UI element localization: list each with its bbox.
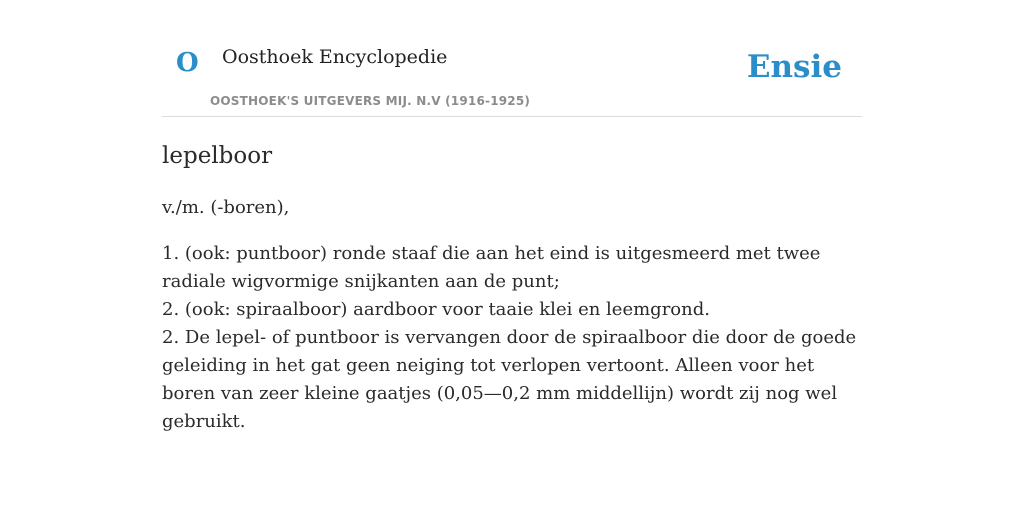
definition-item: 2. De lepel- of puntboor is vervangen door de spiraalboor die door de goede geleiding in het gat geen neiging tot verlopen vertoont. Alleen voor het boren van zeer kleine gaatjes (0,05—0,2 mm middellijn) wordt zij nog wel gebruikt.: [162, 327, 857, 432]
entry-definitions: [162, 240, 862, 436]
publisher-label: OOSTHOEK'S UITGEVERS MIJ. N.V (1916-1925): [210, 94, 531, 108]
entry-headword: lepelboor: [162, 143, 273, 169]
page: [162, 0, 862, 436]
entry-grammar: v./m. (-boren),: [162, 197, 290, 218]
oosthoek-logo[interactable]: O: [176, 48, 199, 78]
definition-item: 1. (ook: puntboor) ronde staaf die aan het eind is uitgesmeerd met twee radiale wigvormige snijkanten aan de punt;: [162, 243, 821, 292]
definition-item: 2. (ook: spiraalboor) aardboor voor taaie klei en leemgrond.: [162, 299, 710, 320]
site-header: [162, 0, 862, 117]
entry-content: [162, 141, 862, 436]
encyclopedia-title[interactable]: Oosthoek Encyclopedie: [222, 46, 448, 68]
ensie-logo-link[interactable]: Ensie: [746, 49, 842, 85]
